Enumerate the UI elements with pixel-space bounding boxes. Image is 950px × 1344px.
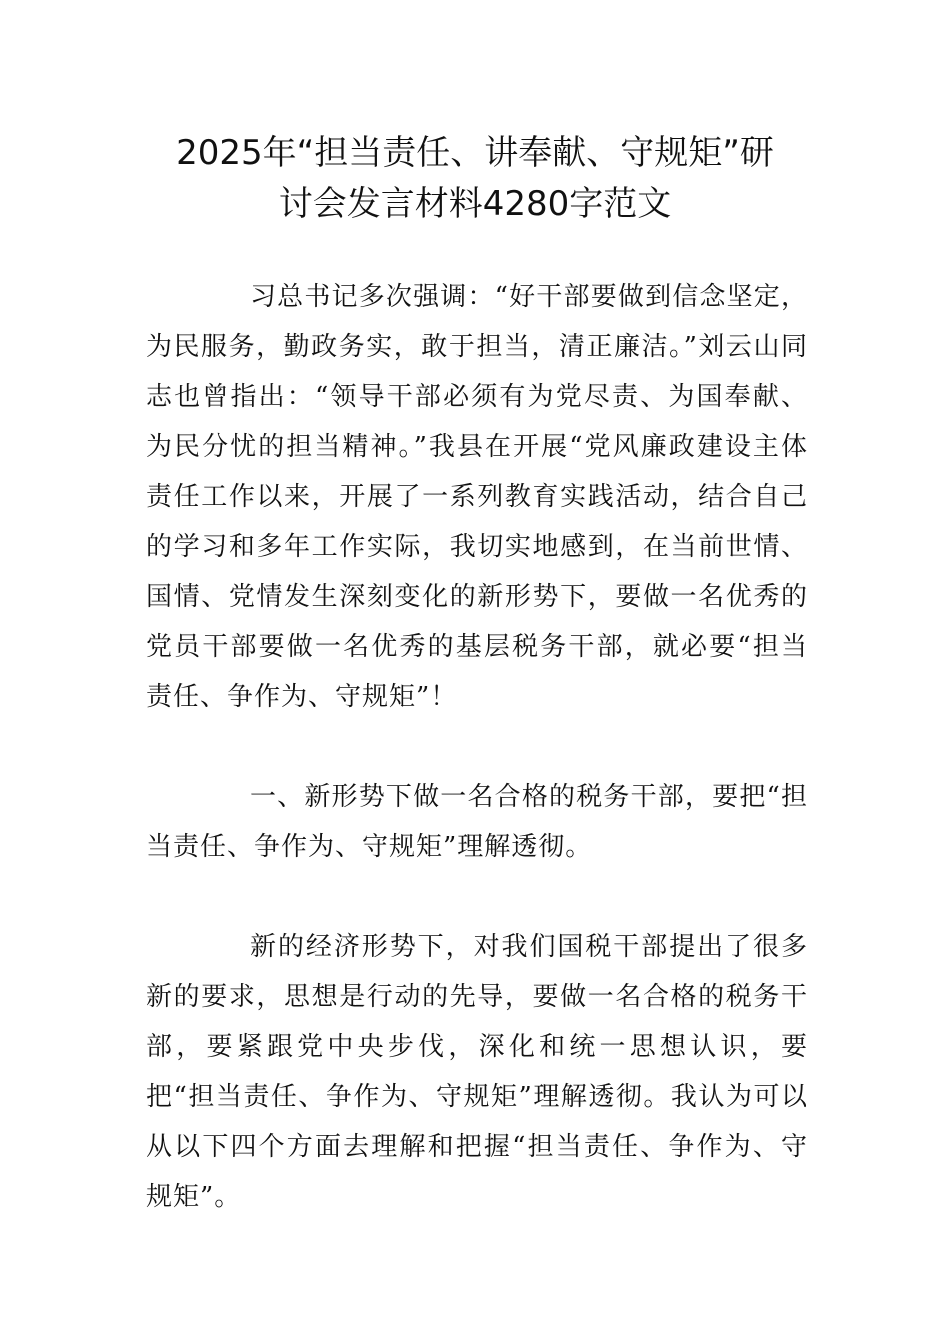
document-title xyxy=(120,128,830,230)
title-line-2: 讨会发言材料4280字范文 xyxy=(278,184,672,224)
paragraph-intro: 习总书记多次强调：“好干部要做到信念坚定，为民服务，勤政务实，敢于担当，清正廉洁。”刘云山同志也曾指出：“领导干部必须有为党尽责、为国奉献、为民分忧的担当精神。”我县在开展“党风廉政建设主体责任工作以来，开展了一系列教育实践活动，结合自己的学习和多年工作实际，我切实地感到，在当前世情、国情、党情发生深刻变化的新形势下，要做一名优秀的党员干部要做一名优秀的基层税务干部，就必要“担当责任、争作为、守规矩”！ xyxy=(146,282,808,712)
paragraph-spacer xyxy=(146,722,808,772)
document-body xyxy=(146,272,808,1222)
paragraph-section-heading: 一、新形势下做一名合格的税务干部，要把“担当责任、争作为、守规矩”理解透彻。 xyxy=(146,782,808,862)
title-line-1: 2025年“担当责任、讲奉献、守规矩”研 xyxy=(176,133,774,173)
paragraph-spacer xyxy=(146,872,808,922)
paragraph-body: 新的经济形势下，对我们国税干部提出了很多新的要求，思想是行动的先导，要做一名合格的税务干部，要紧跟党中央步伐，深化和统一思想认识，要把“担当责任、争作为、守规矩”理解透彻。我认为可以从以下四个方面去理解和把握“担当责任、争作为、守规矩”。 xyxy=(146,932,808,1212)
